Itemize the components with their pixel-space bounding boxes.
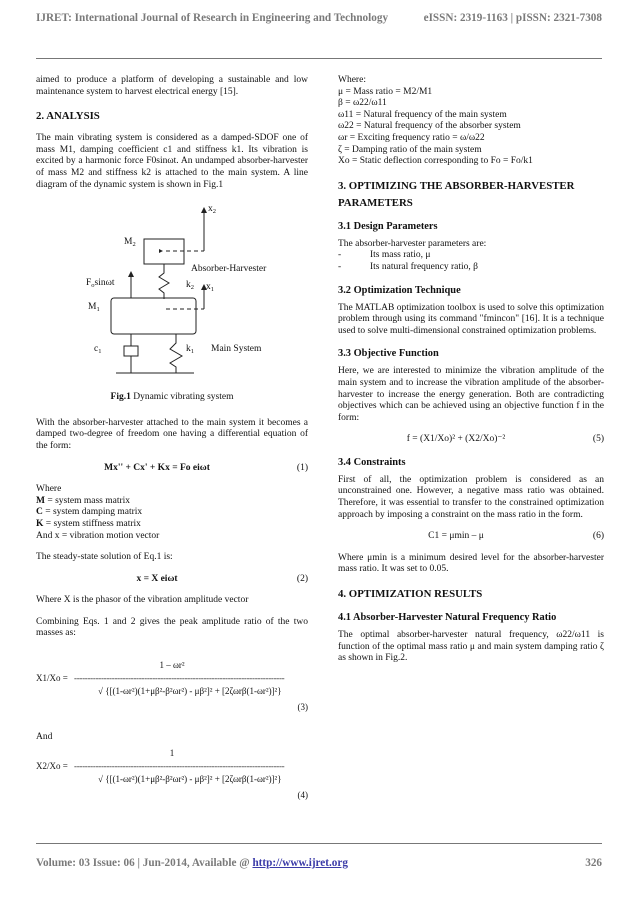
mu-min-paragraph: Where μmin is a minimum desired level for the absorber-harvester mass ratio. It was set to 0.05. <box>338 552 604 575</box>
dynamic-system-svg <box>36 201 308 386</box>
section-3-2-heading: 3.2 Optimization Technique <box>338 284 461 296</box>
eq5-expression: f = (X1/Xo)² + (X2/Xo)⁻² <box>406 434 506 445</box>
section-3-3-heading: 3.3 Objective Function <box>338 348 439 360</box>
eq4-numerator: 1 <box>169 747 175 758</box>
definitions-block <box>338 75 604 168</box>
where-item: M = system mass matrix <box>36 495 131 506</box>
fig1-caption-text: Dynamic vibrating system <box>130 392 234 403</box>
x2-label: $x_2$ <box>208 204 216 216</box>
intro-paragraph: aimed to produce a platform of developing a sustainable and low maintenance system to harvest electrical energy [15]. <box>36 75 308 97</box>
k2-spring <box>159 264 169 299</box>
eq5-number: (5) <box>592 434 604 445</box>
eq3-denominator: √ {[(1-ωr²)(1+μβ²-β²ωr²) - μβ²]² + [2ζωrβ(1-ωr²)]²} <box>98 686 282 697</box>
equation-2 <box>36 574 308 586</box>
eq6-number: (6) <box>592 531 604 542</box>
definition-item: β = ω22/ω11 <box>338 98 387 109</box>
objective-function-paragraph: Here, we are interested to minimize the vibration amplitude of the main system and to increase the vibration amplitude of the absorber-harvester to increase the energy generation. Both are contradicting objectives which can be achieved using an objective function f in the form: <box>338 366 604 423</box>
running-footer <box>36 857 602 869</box>
definition-item: ω11 = Natural frequency of the main system <box>338 109 507 120</box>
eq3-number: (3) <box>297 702 308 713</box>
definition-item: ζ = Damping ratio of the main system <box>338 144 482 155</box>
and-label: And <box>36 732 53 743</box>
section-3-4-heading: 3.4 Constraints <box>338 456 406 468</box>
list-item: - Its mass ratio, μ <box>338 250 431 261</box>
steady-state-paragraph: The steady-state solution of Eq.1 is: <box>36 552 173 563</box>
absorber-label: Absorber-Harvester <box>191 264 267 275</box>
analysis-paragraph: The main vibrating system is considered as a damped-SDOF one of mass M1, damping coefficient c1 and stiffness k1. Its vibration is excited by a harmonic force F0sinωt. An undamped absorber-harvester of mass M2 and stiffness k2 is attached to the main system. A line diagram of the dynamic system is shown in Fig.1 <box>36 133 308 190</box>
definition-item: μ = Mass ratio = M2/M1 <box>338 86 433 97</box>
design-params-intro: The absorber-harvester parameters are: <box>338 238 487 249</box>
two-dof-paragraph: With the absorber-harvester attached to the main system it becomes a damped two-degree of freedom one having a differential equation of the form: <box>36 417 308 451</box>
x1-label: $x_1$ <box>206 282 214 294</box>
eq2-number: (2) <box>296 573 308 584</box>
page-number: 326 <box>585 857 602 869</box>
left-column <box>36 75 308 808</box>
section-2-heading: 2. ANALYSIS <box>36 110 100 123</box>
issn: eISSN: 2319-1163 | pISSN: 2321-7308 <box>423 12 602 24</box>
m2-mass-box <box>144 239 184 264</box>
m1-label: $M_1$ <box>88 302 100 314</box>
c1-label: $c_1$ <box>94 344 102 356</box>
journal-name: IJRET: International Journal of Research in Engineering and Technology <box>36 12 389 24</box>
definition-item: Xo = Static deflection corresponding to Fo = Fo/k1 <box>338 156 533 167</box>
fig1-caption-label: Fig.1 <box>110 392 131 403</box>
equation-5 <box>338 434 604 446</box>
constraints-paragraph: First of all, the optimization problem is considered as an unconstrained one. However, a negative mass ratio was obtained. Therefore, it was essential to transfer to the constrained optimization approach by imposing a constraint on the mass ratio in the form. <box>338 474 604 520</box>
where-item: K = system stiffness matrix <box>36 518 141 529</box>
where-label: Where: <box>338 75 366 85</box>
running-header <box>36 12 602 30</box>
definition-item: ω22 = Natural frequency of the absorber system <box>338 121 521 132</box>
bullet-list <box>338 250 604 273</box>
phasor-paragraph: Where X is the phasor of the vibration amplitude vector <box>36 595 249 606</box>
equation-6 <box>338 531 604 543</box>
eq3-numerator: 1 – ωr² <box>159 660 185 671</box>
journal-link[interactable]: http://www.ijret.org <box>252 857 348 869</box>
section-3-heading: 3. OPTIMIZING THE ABSORBER-HARVESTER PARAMETERS <box>338 179 575 209</box>
k1-spring <box>170 334 182 373</box>
main-system-label: Main System <box>211 344 262 355</box>
force-label: $F_o\sin\omega t$ <box>86 278 115 290</box>
equation-4 <box>36 748 308 808</box>
eq1-expression: Mx'' + Cx' + Kx = Fo eiωt <box>104 462 210 473</box>
fig1-diagram <box>36 201 308 386</box>
footer-volume: Volume: 03 Issue: 06 | Jun-2014, Available @ http://www.ijret.org <box>36 857 348 869</box>
fig1-caption <box>36 392 308 404</box>
where-block <box>36 484 308 542</box>
section-4-heading: 4. OPTIMIZATION RESULTS <box>338 588 483 601</box>
combining-paragraph: Combining Eqs. 1 and 2 gives the peak amplitude ratio of the two masses as: <box>36 616 308 639</box>
eq4-denominator: √ {[(1-ωr²)(1+μβ²-β²ωr²) - μβ²]² + [2ζωrβ(1-ωr²)]²} <box>98 773 282 784</box>
where-label: Where <box>36 484 62 495</box>
c1-damper <box>124 346 138 356</box>
definition-item: ωr = Exciting frequency ratio = ω/ω22 <box>338 132 485 143</box>
footer-rule <box>36 843 602 844</box>
where-item: And x = vibration motion vector <box>36 530 160 541</box>
section-4-1-heading: 4.1 Absorber-Harvester Natural Frequency Ratio <box>338 612 557 624</box>
eq4-number: (4) <box>297 789 308 800</box>
header-rule <box>36 58 602 59</box>
equation-3 <box>36 660 308 722</box>
optimization-technique-paragraph: The MATLAB optimization toolbox is used to solve this optimization problem through using its command "fmincon" [16]. It is a technique used to solve multi-dimensional constrained optimization problems. <box>338 302 604 336</box>
m1-mass-box <box>111 298 196 334</box>
list-item: - Its natural frequency ratio, β <box>338 261 478 272</box>
frequency-ratio-paragraph: The optimal absorber-harvester natural frequency, ω22/ω11 is function of the optimal mass ratio μ and main system damping ratio ζ as shown in Fig.2. <box>338 630 604 664</box>
m2-label: $M_2$ <box>124 237 136 249</box>
eq1-number: (1) <box>296 462 308 473</box>
section-3-1-heading: 3.1 Design Parameters <box>338 220 438 232</box>
k1-label: $k_1$ <box>186 344 194 356</box>
equation-1 <box>36 463 308 475</box>
where-item: C = system damping matrix <box>36 507 143 518</box>
eq2-expression: x = X eiωt <box>136 573 178 584</box>
eq3-fraction-bar: ------------------------------------------------------------------------------ <box>74 673 285 684</box>
k2-label: $k_2$ <box>186 280 194 292</box>
eq4-fraction-bar: ------------------------------------------------------------------------------ <box>74 760 285 771</box>
eq3-lhs: X1/Xo = <box>36 673 68 684</box>
eq6-expression: C1 = μmin – μ <box>428 531 484 542</box>
right-column <box>338 75 604 675</box>
eq4-lhs: X2/Xo = <box>36 760 68 771</box>
